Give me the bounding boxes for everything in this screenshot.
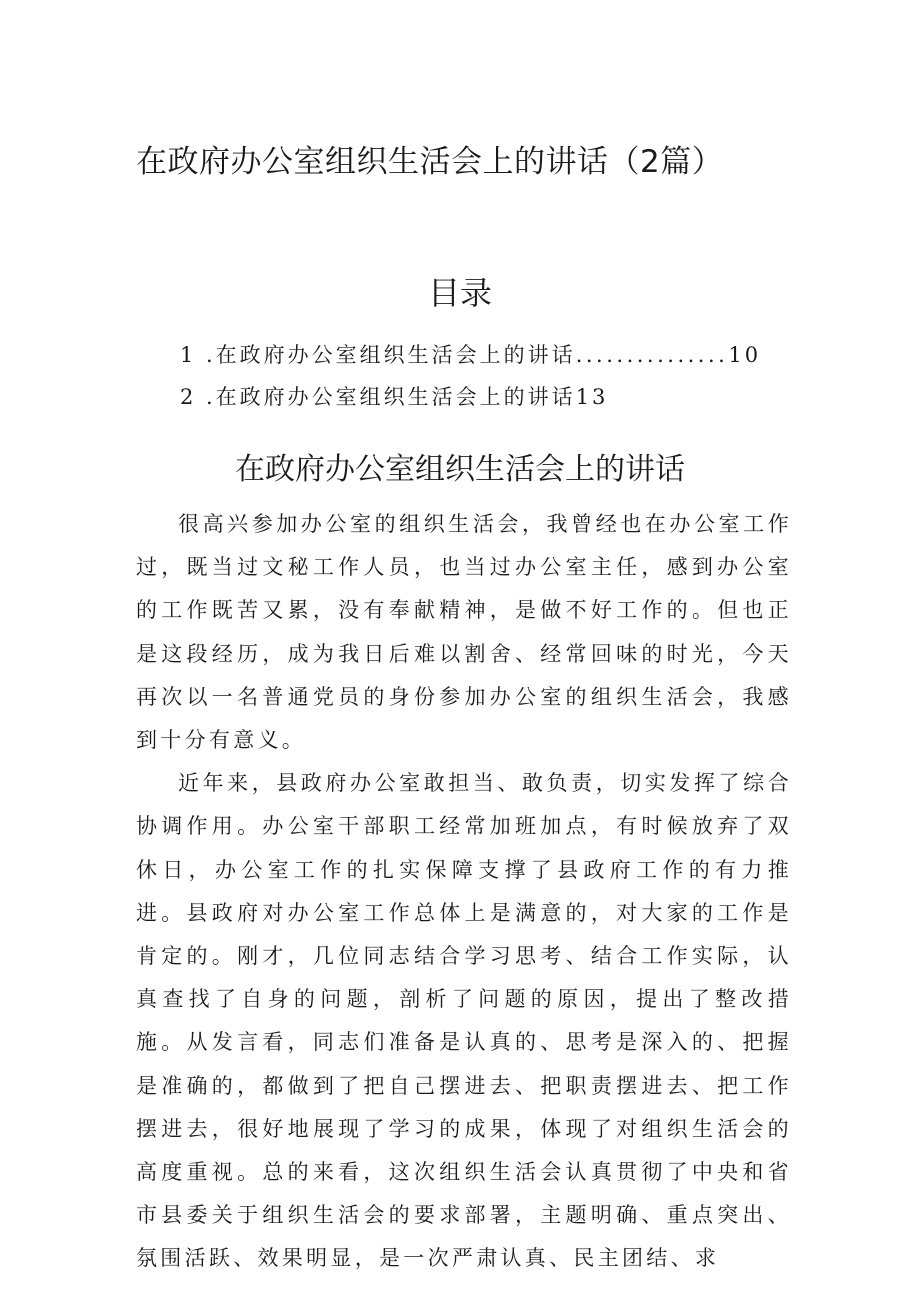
toc-item-label: .在政府办公室组织生活会上的讲话	[206, 385, 576, 409]
toc-item-number: 1	[180, 343, 194, 367]
toc-heading: 目录	[427, 274, 492, 312]
document-title: 在政府办公室组织生活会上的讲话（2篇）	[136, 144, 724, 180]
toc-item-page: 13	[575, 385, 609, 409]
toc-item-leader: ...............	[575, 343, 729, 367]
body-paragraph: 近年来，县政府办公室敢担当、敢负责，切实发挥了综合协调作用。办公室干部职工经常加班加点，有时候放弃了双休日，办公室工作的扎实保障支撑了县政府工作的有力推进。县政府对办公室工作总体上是满意的，对大家的工作是肯定的。刚才，几位同志结合学习思考、结合工作实际，认真查找了自身的问题，剖析了问题的原因，提出了整改措施。从发言看，同志们准备是认真的、思考是深入的、把握是准确的，都做到了把自己摆进去、把职责摆进去、把工作摆进去，很好地展现了学习的成果，体现了对组织生活会的高度重视。总的来看，这次组织生活会认真贯彻了中央和省市县委关于组织生活会的要求部署，主题明确、重点突出、氛围活跃、效果明显，是一次严肃认真、民主团结、求	[136, 771, 792, 1271]
toc-item-label: .在政府办公室组织生活会上的讲话	[206, 343, 576, 367]
toc-item[interactable]	[180, 340, 761, 382]
toc-item-number: 2	[180, 385, 194, 409]
section-body	[136, 503, 792, 1281]
toc-item-page: 10	[728, 343, 762, 367]
toc-item[interactable]	[180, 382, 761, 424]
section-title: 在政府办公室组织生活会上的讲话	[235, 452, 685, 487]
table-of-contents	[180, 340, 761, 424]
body-paragraph: 很高兴参加办公室的组织生活会，我曾经也在办公室工作过，既当过文秘工作人员，也当过办公室主任，感到办公室的工作既苦又累，没有奉献精神，是做不好工作的。但也正是这段经历，成为我日后难以割舍、经常回味的时光，今天再次以一名普通党员的身份参加办公室的组织生活会，我感到十分有意义。	[136, 512, 792, 753]
